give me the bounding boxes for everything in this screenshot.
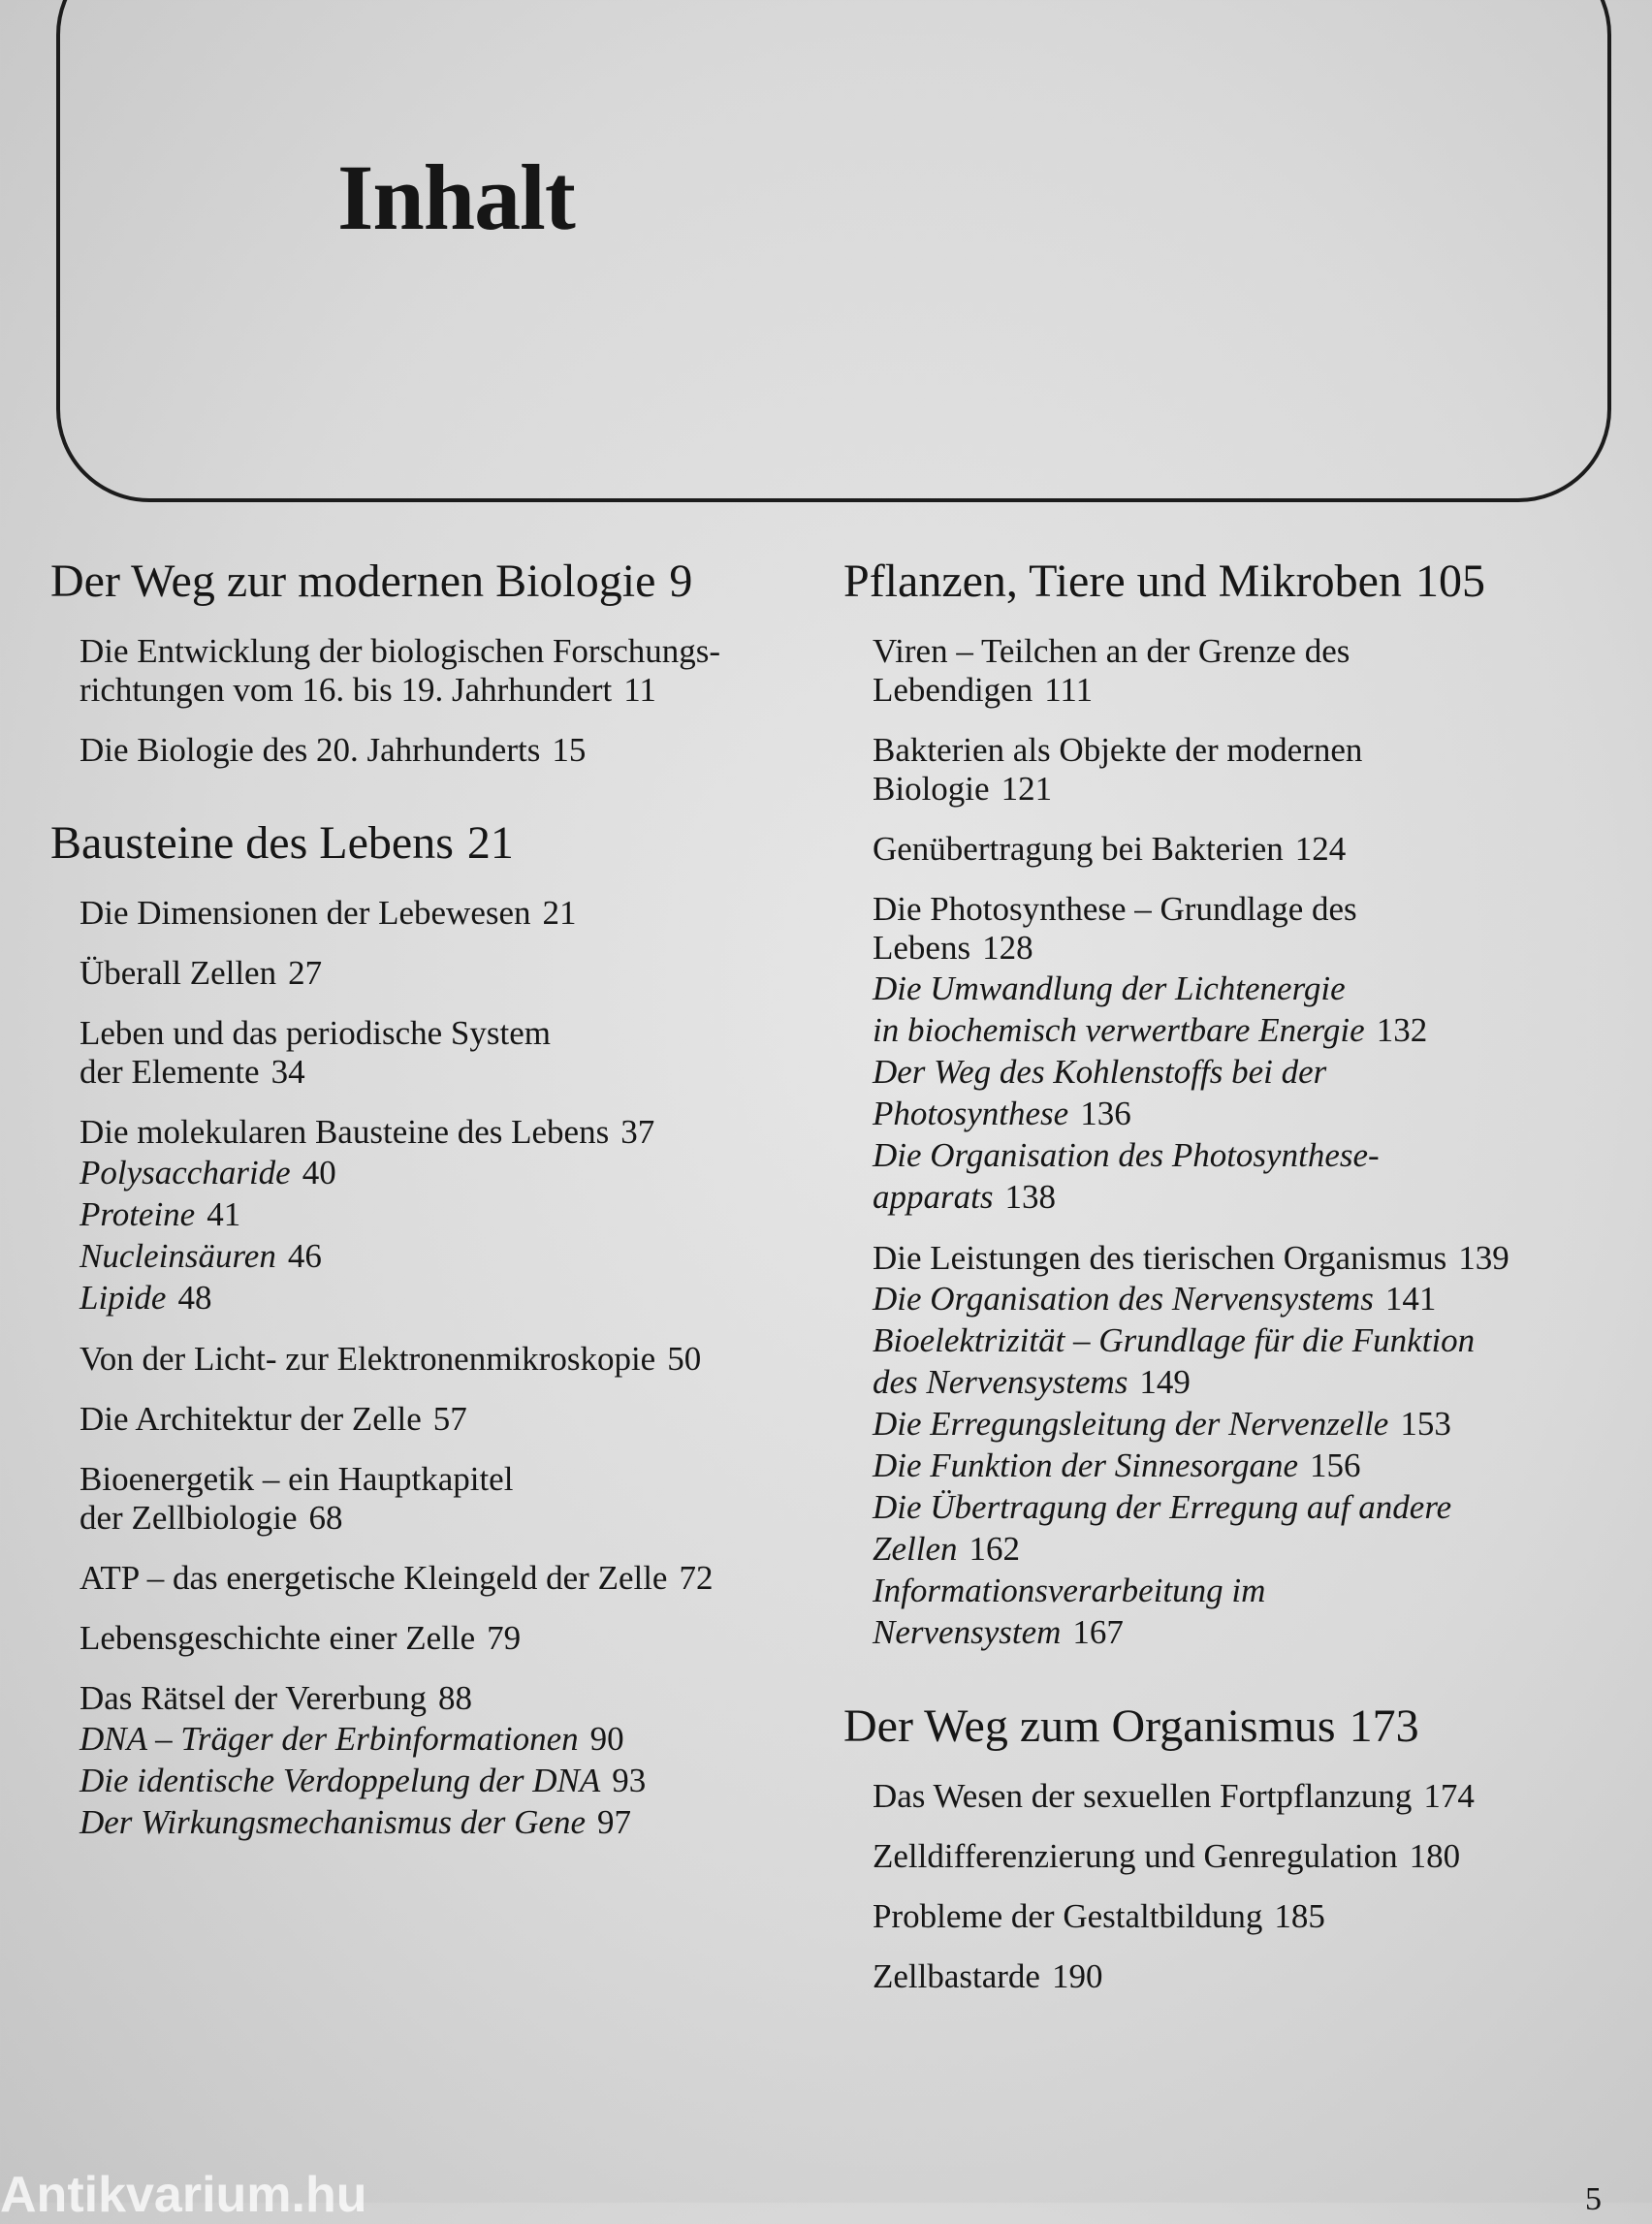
toc-entry-line <box>79 1053 826 1092</box>
toc-subentry-line <box>873 1361 1619 1403</box>
toc-entry-text: Die Biologie des 20. Jahrhunderts <box>79 731 541 769</box>
toc-entries <box>873 632 1619 1653</box>
toc-subentry <box>79 1193 826 1235</box>
toc-left-column <box>50 553 826 1843</box>
toc-entry-text: Biologie <box>873 770 990 808</box>
toc-subentry <box>873 1134 1619 1218</box>
section-heading-text: Pflanzen, Tiere und Mikroben <box>843 556 1402 607</box>
section-spacer <box>50 770 826 814</box>
toc-entry-line <box>873 1777 1619 1816</box>
toc-entry-page: 174 <box>1423 1777 1475 1815</box>
section-heading-page: 9 <box>669 556 693 607</box>
toc-subentry-line <box>873 1319 1619 1361</box>
toc-entry-text: richtungen vom 16. bis 19. Jahrhundert <box>79 671 613 709</box>
toc-entry-text: Von der Licht- zur Elektronenmikroskopie <box>79 1340 656 1378</box>
toc-subentry-page: 93 <box>612 1762 647 1799</box>
section-heading-text: Der Weg zur modernen Biologie <box>50 556 656 607</box>
toc-entry-text: Bioenergetik – ein Hauptkapitel <box>79 1460 514 1498</box>
toc-entry-line <box>79 731 826 770</box>
toc-entries <box>79 632 826 770</box>
toc-subentry-text: Informationsverarbeitung im <box>873 1572 1266 1609</box>
toc-entry <box>873 1957 1619 1996</box>
toc-subentry-text: Die identische Verdoppelung der DNA <box>79 1762 601 1799</box>
toc-entry-line <box>79 1460 826 1499</box>
toc-subentry-line <box>873 1570 1619 1611</box>
toc-entry-line <box>873 890 1619 929</box>
toc-entry-page: 124 <box>1294 830 1347 868</box>
toc-right-column <box>843 553 1619 1996</box>
toc-entry-line <box>79 671 826 710</box>
toc-subentry-text: des Nervensystems <box>873 1363 1128 1401</box>
toc-subentry-text: Die Übertragung der Erregung auf andere <box>873 1488 1452 1526</box>
toc-subentry <box>79 1801 826 1843</box>
toc-subentry-page: 149 <box>1139 1363 1191 1401</box>
toc-entry-text: der Elemente <box>79 1053 260 1091</box>
toc-entry-page: 190 <box>1051 1957 1103 1995</box>
toc-subentry-text: apparats <box>873 1178 994 1216</box>
toc-subentry-line <box>873 1528 1619 1570</box>
toc-subentry <box>79 1718 826 1760</box>
toc-entry-text: Bakterien als Objekte der modernen <box>873 731 1363 769</box>
toc-subentry-text: Photosynthese <box>873 1095 1069 1132</box>
toc-entries <box>79 894 826 1843</box>
toc-entry <box>79 1559 826 1598</box>
toc-subentry-page: 136 <box>1080 1095 1131 1132</box>
toc-entry <box>79 632 826 710</box>
toc-subentry-page: 153 <box>1400 1405 1451 1443</box>
toc-entry-line <box>873 1837 1619 1876</box>
toc-entry-line <box>79 632 826 671</box>
toc-entry-text: Die Photosynthese – Grundlage des <box>873 890 1357 928</box>
toc-subentry-line <box>79 1760 826 1801</box>
toc-entry <box>873 1897 1619 1936</box>
toc-entry <box>79 894 826 933</box>
toc-subentry-text: Proteine <box>79 1195 196 1233</box>
toc-entry-text: Lebens <box>873 929 971 967</box>
toc-subentry <box>873 1486 1619 1570</box>
toc-entry-page: 111 <box>1044 671 1094 709</box>
toc-entry-page: 79 <box>487 1619 522 1657</box>
toc-subentry-text: Die Funktion der Sinnesorgane <box>873 1446 1299 1484</box>
toc-subentry-line <box>873 1051 1619 1093</box>
toc-entry-text: Das Wesen der sexuellen Fortpflanzung <box>873 1777 1413 1815</box>
section-heading <box>843 1698 1619 1756</box>
toc-subentry-line <box>79 1718 826 1760</box>
toc-entry-line <box>79 1679 826 1718</box>
toc-subentry-text: Lipide <box>79 1279 167 1317</box>
toc-entry-text: Die molekularen Bausteine des Lebens <box>79 1113 610 1151</box>
toc-entry-text: der Zellbiologie <box>79 1499 298 1537</box>
toc-entry-page: 11 <box>623 671 656 709</box>
toc-entry-text: Die Dimensionen der Lebewesen <box>79 894 531 932</box>
toc-subentry-text: Die Umwandlung der Lichtenergie <box>873 969 1346 1007</box>
toc-entry-text: Viren – Teilchen an der Grenze des <box>873 632 1350 670</box>
toc-entry-line <box>873 671 1619 710</box>
toc-subentry <box>79 1152 826 1193</box>
toc-entry-text: Die Entwicklung der biologischen Forschungs- <box>79 632 721 670</box>
page-title: Inhalt <box>337 145 575 249</box>
toc-entry-page: 37 <box>620 1113 655 1151</box>
toc-entry-page: 57 <box>432 1400 467 1438</box>
toc-entry-line <box>873 632 1619 671</box>
toc-subentry-page: 141 <box>1384 1280 1437 1318</box>
toc-subentry-page: 162 <box>969 1530 1020 1568</box>
section-heading-page: 21 <box>466 817 514 869</box>
toc-subentry-line <box>79 1277 826 1319</box>
toc-subentry-page: 156 <box>1310 1446 1361 1484</box>
toc-subentry-page: 40 <box>302 1154 336 1191</box>
watermark: Antikvarium.hu <box>0 2167 367 2223</box>
toc-subentry-page: 41 <box>206 1195 241 1233</box>
toc-entry-line <box>79 894 826 933</box>
toc-entry <box>873 890 1619 1218</box>
toc-entry <box>873 731 1619 809</box>
toc-entry-line <box>873 731 1619 770</box>
section-heading-text: Bausteine des Lebens <box>50 817 454 869</box>
toc-entry-line <box>79 954 826 993</box>
toc-subentry-text: Nucleinsäuren <box>79 1237 276 1275</box>
toc-entry <box>79 1340 826 1379</box>
section-heading-page: 173 <box>1349 1700 1419 1752</box>
toc-entry-page: 34 <box>270 1053 305 1091</box>
toc-subentry-text: Polysaccharide <box>79 1154 291 1191</box>
toc-entry <box>873 830 1619 869</box>
toc-subentry-page: 48 <box>177 1279 212 1317</box>
toc-subentry-text: in biochemisch verwertbare Energie <box>873 1011 1365 1049</box>
toc-entry-line <box>873 1897 1619 1936</box>
toc-entry-page: 88 <box>438 1679 472 1717</box>
toc-entry-text: Genübertragung bei Bakterien <box>873 830 1284 868</box>
toc-entry-line <box>79 1340 826 1379</box>
toc-entry <box>79 731 826 770</box>
toc-entry-line <box>873 1239 1619 1278</box>
toc-entry-text: Probleme der Gestaltbildung <box>873 1897 1263 1935</box>
toc-subentry-line <box>873 1278 1619 1319</box>
toc-entry-page: 185 <box>1274 1897 1325 1935</box>
section-heading <box>843 553 1619 611</box>
toc-subentry-text: Die Erregungsleitung der Nervenzelle <box>873 1405 1389 1443</box>
section-heading <box>50 814 826 873</box>
toc-entry-page: 180 <box>1409 1837 1461 1875</box>
toc-entry-line <box>79 1619 826 1658</box>
toc-subentry-page: 90 <box>589 1720 624 1758</box>
toc-subentry-line <box>873 1093 1619 1134</box>
toc-subentry-line <box>873 1486 1619 1528</box>
section-spacer <box>843 1653 1619 1698</box>
toc-entry-page: 121 <box>1001 770 1053 808</box>
toc-subentry-line <box>873 1445 1619 1486</box>
toc-subentry-line <box>873 1403 1619 1445</box>
toc-entry-text: Lebensgeschichte einer Zelle <box>79 1619 476 1657</box>
toc-entries <box>873 1777 1619 1996</box>
title-frame <box>56 0 1611 502</box>
toc-subentry-line <box>79 1193 826 1235</box>
toc-entry <box>79 1619 826 1658</box>
toc-entry-line <box>79 1113 826 1152</box>
toc-entry-line <box>873 770 1619 809</box>
toc-entry-text: Lebendigen <box>873 671 1033 709</box>
toc-entry-line <box>873 830 1619 869</box>
toc-subentry <box>873 1319 1619 1403</box>
toc-entry <box>79 1679 826 1843</box>
toc-subentry <box>79 1760 826 1801</box>
toc-entry-line <box>873 1957 1619 1996</box>
section-heading <box>50 553 826 611</box>
toc-subentry-line <box>873 1009 1619 1051</box>
toc-subentry-text: Der Weg des Kohlenstoffs bei der <box>873 1053 1327 1091</box>
toc-subentry <box>873 1278 1619 1319</box>
toc-subentry-line <box>79 1801 826 1843</box>
toc-subentry-line <box>873 1134 1619 1176</box>
toc-entry-line <box>79 1499 826 1538</box>
toc-subentry <box>873 1403 1619 1445</box>
toc-entry <box>79 1014 826 1092</box>
toc-entry-text: Überall Zellen <box>79 954 277 992</box>
toc-entry <box>79 954 826 993</box>
toc-entry-page: 27 <box>288 954 323 992</box>
toc-entry-text: Das Rätsel der Vererbung <box>79 1679 427 1717</box>
toc-entry <box>79 1113 826 1319</box>
toc-subentry-line <box>79 1152 826 1193</box>
toc-subentry-line <box>873 968 1619 1009</box>
toc-subentry-text: Der Wirkungsmechanismus der Gene <box>79 1803 586 1841</box>
toc-entry <box>79 1460 826 1538</box>
toc-entry <box>79 1400 826 1439</box>
toc-entry-text: Zelldifferenzierung und Genregulation <box>873 1837 1398 1875</box>
toc-entry-text: Leben und das periodische System <box>79 1014 552 1052</box>
toc-entry-page: 128 <box>982 929 1033 967</box>
toc-entry-line <box>79 1014 826 1053</box>
toc-entry-page: 50 <box>667 1340 702 1378</box>
toc-subentry-text: Die Organisation des Nervensystems <box>873 1280 1374 1318</box>
toc-subentry-page: 167 <box>1072 1613 1124 1651</box>
toc-subentry <box>873 968 1619 1051</box>
page-number: 5 <box>1585 2181 1602 2217</box>
section-heading-text: Der Weg zum Organismus <box>843 1700 1336 1752</box>
toc-entry-page: 68 <box>308 1499 343 1537</box>
toc-subentry-page: 97 <box>597 1803 631 1841</box>
toc-subentry-page: 46 <box>287 1237 322 1275</box>
toc-entry <box>873 1777 1619 1816</box>
toc-entry-page: 21 <box>542 894 577 932</box>
toc-subentry-page: 132 <box>1376 1011 1428 1049</box>
toc-subentry-text: DNA – Träger der Erbinformationen <box>79 1720 579 1758</box>
toc-subentry-page: 138 <box>1004 1178 1056 1216</box>
toc-entry-line <box>873 929 1619 968</box>
toc-subentry-text: Nervensystem <box>873 1613 1062 1651</box>
toc-subentry-text: Die Organisation des Photosynthese- <box>873 1136 1380 1174</box>
toc-entry <box>873 632 1619 710</box>
toc-subentry-line <box>79 1235 826 1277</box>
toc-subentry-text: Zellen <box>873 1530 958 1568</box>
toc-entry-text: Die Architektur der Zelle <box>79 1400 422 1438</box>
section-heading-page: 105 <box>1414 556 1485 607</box>
toc-subentry <box>79 1277 826 1319</box>
toc-entry <box>873 1837 1619 1876</box>
toc-subentry-line <box>873 1611 1619 1653</box>
toc-subentry-text: Bioelektrizität – Grundlage für die Funktion <box>873 1321 1476 1359</box>
toc-subentry <box>873 1051 1619 1134</box>
toc-entry-text: Zellbastarde <box>873 1957 1040 1995</box>
toc-subentry-line <box>873 1176 1619 1218</box>
toc-entry-line <box>79 1400 826 1439</box>
toc-entry-page: 15 <box>552 731 587 769</box>
toc-subentry <box>873 1445 1619 1486</box>
toc-entry-line <box>79 1559 826 1598</box>
toc-entry-text: ATP – das energetische Kleingeld der Zelle <box>79 1559 668 1597</box>
toc-subentry <box>79 1235 826 1277</box>
toc-entry-text: Die Leistungen des tierischen Organismus <box>873 1239 1447 1277</box>
toc-entry-page: 72 <box>679 1559 714 1597</box>
toc-entry <box>873 1239 1619 1653</box>
toc-subentry <box>873 1570 1619 1653</box>
toc-entry-page: 139 <box>1458 1239 1509 1277</box>
